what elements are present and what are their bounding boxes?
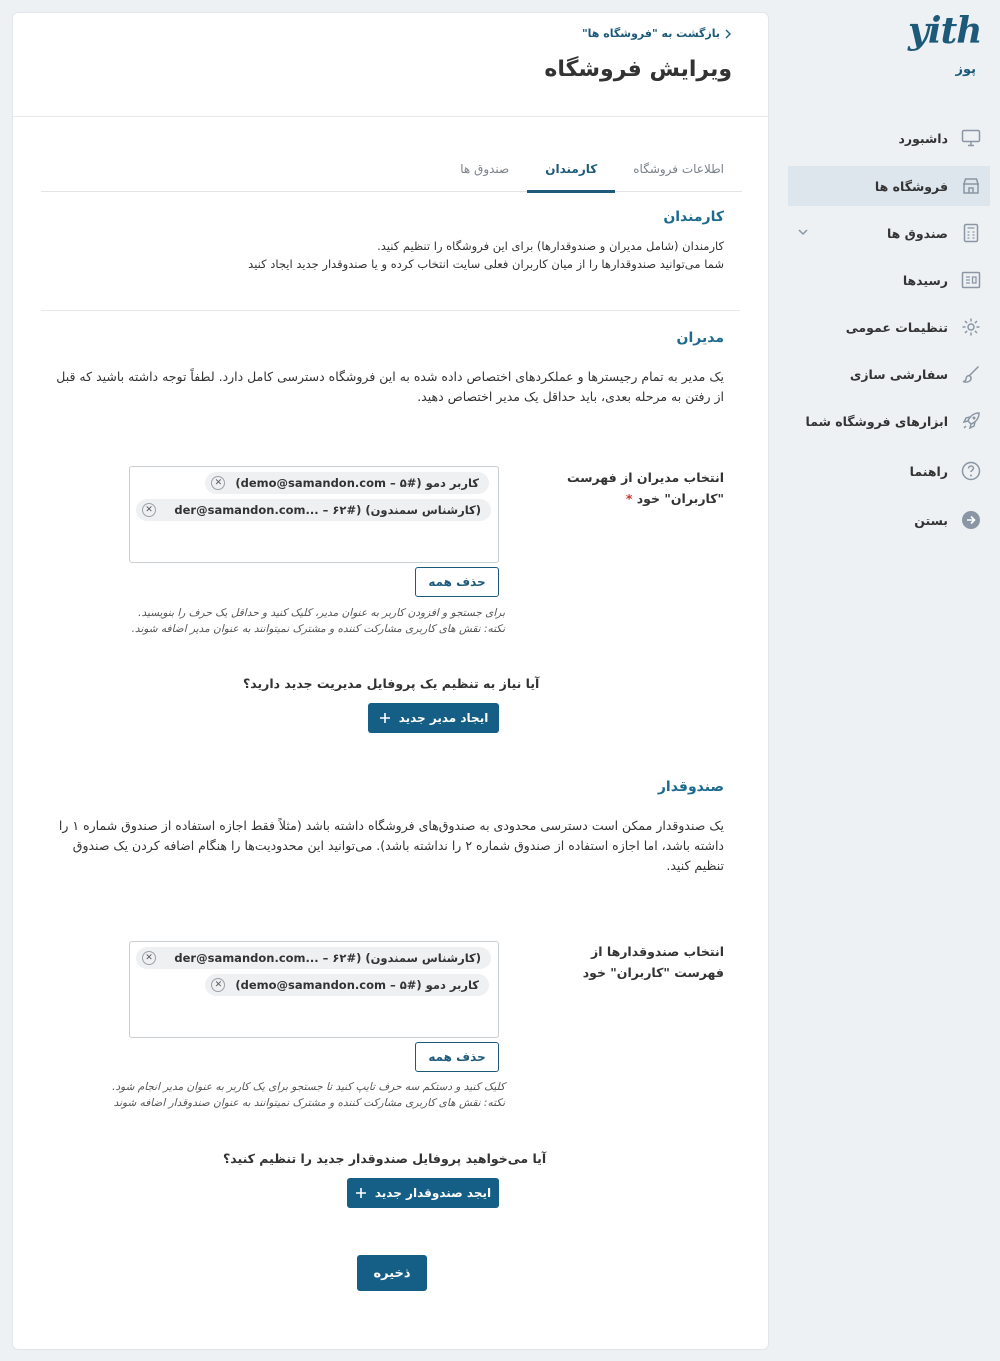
sidebar-item-customization[interactable] xyxy=(788,354,990,394)
sidebar-item-store-tools[interactable] xyxy=(788,401,990,441)
managers-field-label xyxy=(544,467,724,509)
save-button[interactable]: ذخیره xyxy=(357,1255,427,1291)
close-arrow-icon xyxy=(960,509,982,531)
plus-icon xyxy=(379,712,391,724)
create-manager-label: ایجاد مدیر جدید xyxy=(398,711,489,725)
managers-description-1: یک مدیر به تمام رجیسترها و عملکردهای اختصاص داده شده به این فروشگاه دسترسی کامل دارد. لطفاً توجه داشته باشید که قبل xyxy=(56,369,724,384)
cashiers-title: صندوقدار xyxy=(657,779,724,795)
gear-icon xyxy=(960,316,982,338)
managers-description-2: از رفتن به مرحله بعدی، باید حداقل یک مدیر اختصاص دهید. xyxy=(417,389,724,404)
chevron-down-icon[interactable] xyxy=(796,225,810,239)
sidebar-item-dashboard[interactable] xyxy=(788,118,990,158)
back-link-label: بازگشت به "فروشگاه ها" xyxy=(581,27,720,40)
sidebar-item-label: بستن xyxy=(914,512,948,528)
tab-staff[interactable]: کارمندان xyxy=(527,146,615,192)
cashier-chip xyxy=(136,947,491,969)
rocket-icon xyxy=(960,410,982,432)
managers-remove-all-button[interactable]: حذف همه xyxy=(415,567,499,597)
store-icon xyxy=(960,175,982,197)
brush-icon xyxy=(960,363,982,385)
chip-label: (کارشناس سمندون) (#۶۲ – ...der@samandon.com xyxy=(174,503,481,517)
cashiers-description-1: یک صندوقدار ممکن است دسترسی محدودی به صندوق‌های فروشگاه داشته باشد (مثلاً فقط اجازه استفاده از صندوق شماره ۱ را xyxy=(58,818,724,833)
cashiers-remove-all-button[interactable]: حذف همه xyxy=(415,1042,499,1072)
sidebar-item-label: رسیدها xyxy=(902,272,948,288)
brand-name: پوز xyxy=(955,62,976,77)
main-card xyxy=(12,12,769,1350)
managers-hint-2: نکته: نقش های کاربری مشارکت کننده و مشترک نمیتوانند به عنوان مدیر اضافه شوند. xyxy=(131,623,505,635)
section-divider xyxy=(41,310,740,311)
managers-select[interactable] xyxy=(129,466,499,563)
sidebar-item-stores[interactable] xyxy=(788,166,990,206)
cashiers-description-3: تنظیم کنید. xyxy=(666,858,724,873)
sidebar-item-label: راهنما xyxy=(909,463,948,479)
receipt-icon xyxy=(960,269,982,291)
tab-store-info[interactable]: اطلاعات فروشگاه xyxy=(633,162,724,176)
page-title: ویرایش فروشگاه xyxy=(544,57,732,82)
remove-chip-icon[interactable]: ✕ xyxy=(142,503,156,517)
help-icon xyxy=(960,460,982,482)
manager-chip xyxy=(205,472,489,494)
back-link[interactable] xyxy=(582,27,732,40)
chevron-right-icon xyxy=(724,29,732,39)
sidebar-item-receipts[interactable] xyxy=(788,260,990,300)
tab-bar xyxy=(41,146,742,192)
create-manager-button[interactable] xyxy=(368,703,499,733)
register-icon xyxy=(960,222,982,244)
sidebar xyxy=(788,0,1000,1361)
yith-logo xyxy=(908,10,982,54)
sidebar-item-close[interactable] xyxy=(788,500,990,540)
sidebar-item-registers[interactable] xyxy=(788,213,990,253)
monitor-icon xyxy=(960,127,982,149)
cashiers-hint-1: کلیک کنید و دستکم سه حرف تایپ کنید تا جستجو برای یک کاربر به عنوان مدیر انجام شود. xyxy=(112,1081,505,1093)
sidebar-item-general-settings[interactable] xyxy=(788,307,990,347)
sidebar-item-help[interactable] xyxy=(788,451,990,491)
sidebar-item-label: فروشگاه ها xyxy=(874,178,948,194)
chip-label: (کارشناس سمندون) (#۶۲ – ...der@samandon.com xyxy=(174,951,481,965)
tab-registers[interactable]: صندوق ها xyxy=(460,162,510,176)
logo-text: yith xyxy=(908,10,982,52)
staff-title: کارمندان xyxy=(663,209,724,225)
cashiers-hint-2: نکته: نقش های کاربری مشارکت کننده و مشترک نمیتوانند به عنوان صندوقدار اضافه شوند xyxy=(113,1097,505,1109)
create-cashier-label: ایجد صندوقدار جدید xyxy=(374,1186,492,1200)
sidebar-item-label: تنظیمات عمومی xyxy=(845,319,948,335)
create-cashier-button[interactable] xyxy=(347,1178,499,1208)
cashier-chip xyxy=(205,974,489,996)
remove-chip-icon[interactable]: ✕ xyxy=(211,476,225,490)
cashiers-description-2: داشته باشد، اما اجازه استفاده از صندوق شماره ۲ را نداشته باشد). می‌توانید این محدودیت‌ها را هنگام اضافه کردن یک صندوق xyxy=(72,838,724,853)
plus-icon xyxy=(355,1187,367,1199)
sidebar-item-label: سفارشی سازی xyxy=(849,366,948,382)
manager-chip xyxy=(136,499,491,521)
chip-label: کاربر دمو (#۵ – demo@samandon.com) xyxy=(235,476,479,490)
managers-hint-1: برای جستجو و افزودن کاربر به عنوان مدیر، کلیک کنید و حداقل یک حرف را بنویسید. xyxy=(138,607,505,619)
staff-description-1: کارمندان (شامل مدیران و صندوقدارها) برای این فروشگاه را تنظیم کنید. xyxy=(377,239,724,253)
managers-question: آیا نیاز به تنظیم یک پروفایل مدیریت جدید دارید؟ xyxy=(243,676,540,691)
sidebar-item-label: داشبورد xyxy=(898,130,948,146)
chip-label: کاربر دمو (#۵ – demo@samandon.com) xyxy=(235,978,479,992)
sidebar-item-label: صندوق ها xyxy=(886,225,948,241)
staff-description-2: شما می‌توانید صندوقدارها را از میان کاربران فعلی سایت انتخاب کرده و یا صندوقدار جدید ایجاد کنید xyxy=(248,257,724,271)
cashiers-field-label: انتخاب صندوقدارها از فهرست "کاربران" خود xyxy=(582,944,724,980)
remove-chip-icon[interactable]: ✕ xyxy=(211,978,225,992)
sidebar-item-label: ابزارهای فروشگاه شما xyxy=(805,413,948,429)
cashiers-select[interactable] xyxy=(129,941,499,1038)
remove-chip-icon[interactable]: ✕ xyxy=(142,951,156,965)
page-header xyxy=(13,13,768,117)
managers-field-label-text: انتخاب مدیران از فهرست "کاربران" خود xyxy=(566,470,724,506)
managers-title: مدیران xyxy=(676,330,724,346)
required-mark: * xyxy=(625,491,633,506)
cashiers-question: آیا می‌خواهید پروفایل صندوقدار جدید را تنظیم کنید؟ xyxy=(223,1151,547,1166)
